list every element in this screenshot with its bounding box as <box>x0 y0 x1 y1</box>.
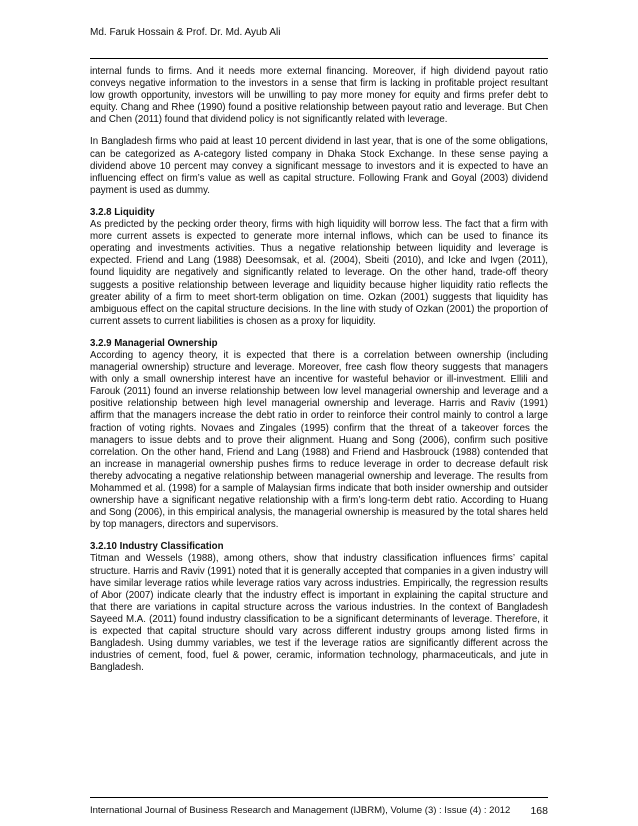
section-heading-managerial-ownership: 3.2.9 Managerial Ownership <box>90 337 218 349</box>
paragraph-dividend-bangladesh: In Bangladesh firms who paid at least 10 percent dividend in last year, that is one of the some obligations, can be categorized as A-category listed company in Dhaka Stock Exchange. In these sense paying a dividend above 10 percent may convey a significant message to investors and it is expected to have an influencing effect on firm’s value as well as capital structure. Following Frank and Goyal (2003) dividend payment is used as dummy. <box>90 136 548 196</box>
footer-rule <box>90 797 548 798</box>
footer-journal-citation: International Journal of Business Research and Management (IJBRM), Volume (3) : Issue (4) : 2012 <box>90 805 511 816</box>
paragraph-managerial-ownership: According to agency theory, it is expected that there is a correlation between ownership (including managerial ownership) structure and leverage. Moreover, free cash flow theory suggests that managers with only a small ownership interest have an incentive for wasteful behavior or ill-investment. Ellili and Farouk (2011) found an inverse relationship between low level managerial ownership and leverage and a positive relationship between high level managerial ownership and leverage. Harris and Raviv (1991) affirm that the managers increase the debt ratio in order to reinforce their control mainly to control a large fraction of voting rights. Novaes and Zingales (1995) confirm that the threat of a takeover forces the managers to issue debts and to prove their alignment. Huang and Song (2006), confirm such positive correlation. On the other hand, Friend and Lang (1988) and Friend and Hasbrouck (1988) contended that an increase in managerial ownership pushes firms to reduce leverage in order to decrease default risk thereby advocating a negative relationship between managerial ownership and leverage. The results from Mohammed et al. (1998) for a sample of Malaysian firms indicate that both insider ownership and outsider ownership have a significant negative relationship with a firm’s long-term debt ratio. According to Huang and Song (2006), in this empirical analysis, the managerial ownership is measured by the total shares held by top managers, directors and supervisors. <box>90 349 548 531</box>
section-heading-liquidity: 3.2.8 Liquidity <box>90 206 155 218</box>
running-header-authors: Md. Faruk Hossain & Prof. Dr. Md. Ayub Ali <box>90 27 281 38</box>
header-rule <box>90 58 548 59</box>
page-number: 168 <box>530 805 548 817</box>
paragraph-liquidity: As predicted by the pecking order theory, firms with high liquidity will borrow less. The fact that a firm with more current assets is expected to generate more internal inflows, which can be used to finance its operating and investments activities. Thus a negative relationship between liquidity and leverage is expected. Friend and Lang (1988) Deesomsak, et al. (2004), Sbeiti (2010), and Icke and Ivgen (2011), found liquidity are negatively and significantly related to leverage. On the other hand, trade-off theory suggests a positive relationship between leverage and liquidity because higher liquidity ratio reflects the greater ability of a firm to meet short-term obligation on time. Ozkan (2001) suggests that liquidity has ambiguous effect on the capital structure decisions. In the line with study of Ozkan (2001) the proportion of current assets to current liabilities is chosen as a proxy for liquidity. <box>90 219 548 327</box>
body-text <box>90 66 548 684</box>
section-heading-industry-classification: 3.2.10 Industry Classification <box>90 541 224 553</box>
paragraph-dividend-continued: internal funds to firms. And it needs more external financing. Moreover, if high dividend payout ratio conveys negative information to the investors in a sense that firm is lacking in profitable project resultant low growth opportunity, investors will be unwilling to pay more money for equity and firms prefer debt to equity. Chang and Rhee (1990) found a positive relationship between payout ratio and leverage. But Chen and Chen (2011) found that dividend policy is not significantly related with leverage. <box>90 66 548 126</box>
paragraph-industry-classification: Titman and Wessels (1988), among others, show that industry classification influences firms’ capital structure. Harris and Raviv (1991) noted that it is generally accepted that companies in a given industry will have similar leverage ratios while leverage ratios vary across industries. Empirically, the regression results of Abor (2007) indicate clearly that the industry effect is important in explaining the capital structure and that there are variations in capital structure across the various industries. In the context of Bangladesh Sayeed M.A. (2011) found industry classification to be a significant determinants of leverage. Therefore, it is expected that capital structure should vary across different industry groups among listed firms in Bangladesh. Using dummy variables, we test if the leverage ratios are significantly different across the industries of cement, food, fuel & power, ceramic, information technology, pharmaceuticals, and jute in Bangladesh. <box>90 553 548 674</box>
